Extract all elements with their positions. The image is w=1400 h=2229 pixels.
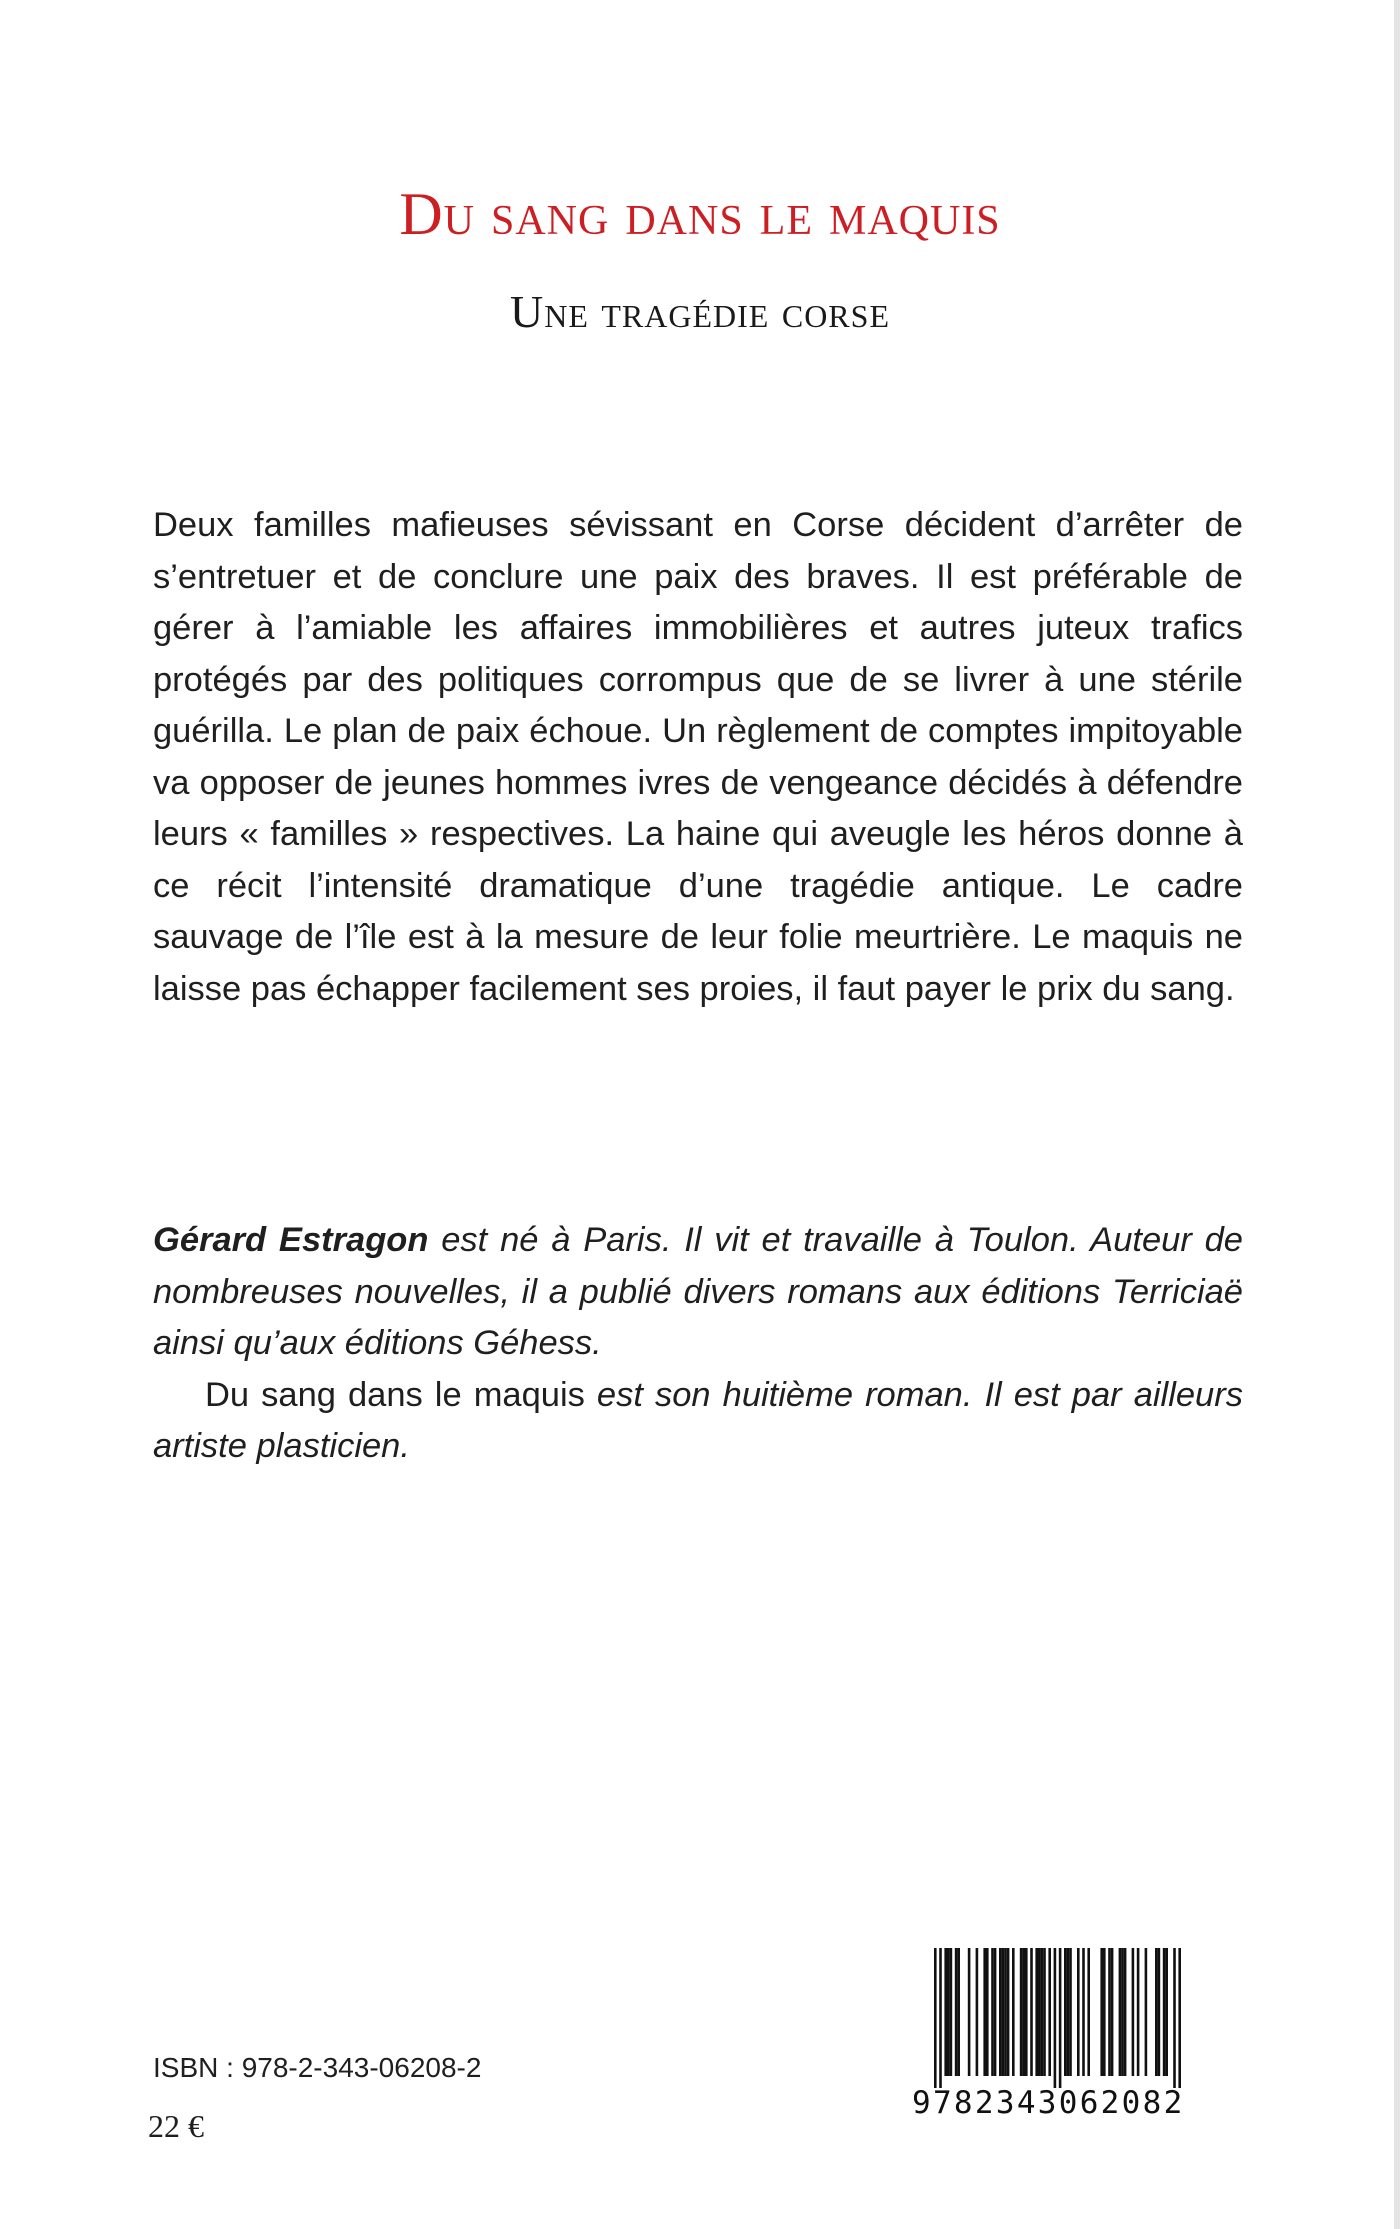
barcode-bar	[1137, 1948, 1140, 2076]
barcode-bar	[944, 1948, 947, 2076]
book-title-reference: Du sang dans le maquis	[205, 1375, 585, 1414]
barcode-bar	[1158, 1948, 1161, 2076]
barcode-bar	[1165, 1948, 1168, 2076]
barcode-bar	[1048, 1948, 1051, 2076]
barcode-bar	[1119, 1948, 1122, 2076]
barcode-bar	[934, 1948, 937, 2088]
author-bio-paragraph-2	[153, 1370, 1243, 1473]
barcode-bar	[1145, 1948, 1148, 2076]
barcode-bar	[1064, 1948, 1067, 2076]
barcode-bar	[955, 1948, 958, 2076]
barcode-bar	[991, 1948, 994, 2076]
barcode-bar	[1100, 1948, 1103, 2076]
barcode-bar	[1030, 1948, 1033, 2076]
barcode-bar	[1041, 1948, 1044, 2076]
barcode-bar	[1007, 1948, 1010, 2076]
barcode-bar	[986, 1948, 989, 2076]
barcode-bars	[912, 1948, 1210, 2088]
author-bio	[153, 1215, 1243, 1473]
barcode-bar	[1002, 1948, 1005, 2076]
back-cover-blurb: Deux familles mafieuses sévissant en Corse décident d’arrêter de s’entretuer et de conclure une paix des braves. Il est préférable de gérer à l’amiable les affaires immobilières et autres juteux trafics protégés par des politiques corrompus que de se livrer à une stérile guérilla. Le plan de paix échoue. Un règlement de comptes impitoyable va opposer de jeunes hommes ivres de vengeance décidés à défendre leurs « familles » respectives. La haine qui aveugle les héros donne à ce récit l’intensité dramatique d’une tragédie antique. Le cadre sauvage de l’île est à la mesure de leur folie meurtrière. Le maquis ne laisse pas échapper facilement ses proies, il faut payer le prix du sang.	[153, 506, 1243, 1008]
author-bio-paragraph	[153, 1215, 1243, 1370]
barcode-bar	[1155, 1948, 1158, 2076]
barcode-bar	[1163, 1948, 1166, 2076]
barcode-bar	[1059, 1948, 1062, 2088]
barcode-bar	[1054, 1948, 1057, 2088]
barcode-bar	[1004, 1948, 1007, 2076]
book-title: Du sang dans le maquis	[399, 181, 1001, 247]
barcode-bar	[1082, 1948, 1085, 2076]
price-label: 22 €	[148, 2108, 204, 2144]
barcode-bar	[1043, 1948, 1046, 2076]
author-name: Gérard Estragon	[153, 1221, 429, 1259]
barcode-bar	[1077, 1948, 1080, 2076]
author-bio-text: est né à Paris. Il vit et travaille à Toulon. Auteur de nombreuses nouvelles, il a publié divers romans aux éditions Terriciaë ainsi qu’aux éditions Géhess.	[153, 1221, 1243, 1362]
barcode-bar	[1035, 1948, 1038, 2076]
barcode-bar	[1012, 1948, 1015, 2076]
book-subtitle: Une tragédie corse	[510, 286, 890, 337]
barcode-digits: 9782343062082	[912, 2085, 1185, 2121]
barcode-bar	[950, 1948, 953, 2076]
barcode-bar	[976, 1948, 979, 2076]
barcode-bar	[957, 1948, 960, 2076]
barcode-bar	[1173, 1948, 1176, 2088]
barcode-bar	[1121, 1948, 1124, 2076]
barcode-bar	[939, 1948, 942, 2088]
barcode-bar	[1111, 1948, 1114, 2076]
barcode-bar	[1124, 1948, 1127, 2076]
barcode-bar	[999, 1948, 1002, 2076]
isbn-barcode	[912, 1948, 1210, 2123]
author-bio-text-2: est son huitième roman. Il est par ailleurs artiste plasticien.	[153, 1375, 1243, 1465]
barcode-bar	[1087, 1948, 1090, 2076]
barcode-bar	[968, 1948, 971, 2076]
barcode-bar	[1108, 1948, 1111, 2076]
barcode-bar	[1132, 1948, 1135, 2076]
isbn-label: ISBN : 978-2-343-06208-2	[153, 2052, 482, 2083]
barcode-bar	[1038, 1948, 1041, 2076]
barcode-bar	[1103, 1948, 1106, 2076]
barcode-bar	[1069, 1948, 1072, 2076]
barcode-bar	[1025, 1948, 1028, 2076]
barcode-bar	[1022, 1948, 1025, 2076]
barcode-bar	[1067, 1948, 1070, 2076]
barcode-bar	[1178, 1948, 1181, 2088]
barcode-bar	[1020, 1948, 1023, 2076]
barcode-bar	[994, 1948, 997, 2076]
barcode-bar	[947, 1948, 950, 2076]
barcode-bar	[983, 1948, 986, 2076]
